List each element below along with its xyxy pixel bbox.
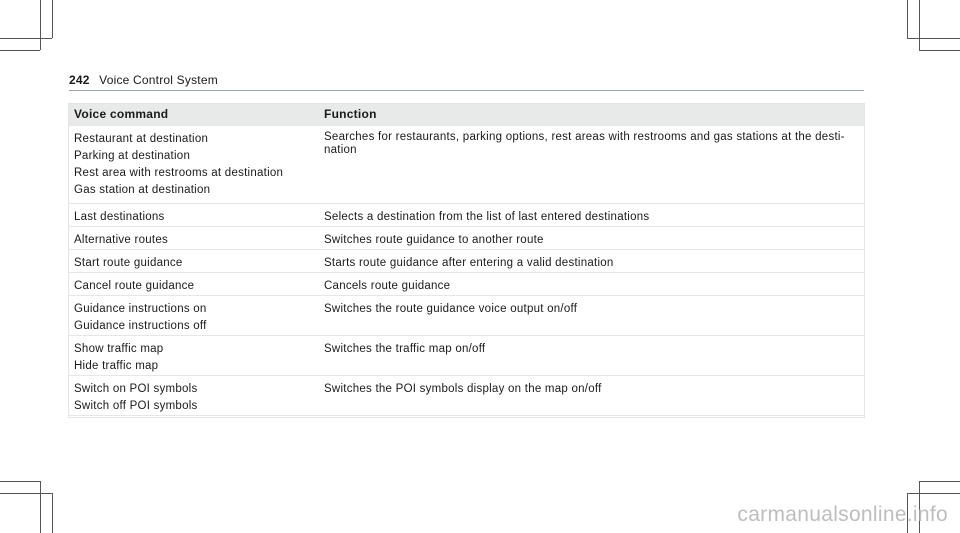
command-cell — [68, 376, 318, 416]
crop-mark — [919, 481, 960, 482]
function-text: Switches route guidance to another route — [324, 234, 544, 246]
command-text: Cancel route guidance — [74, 280, 195, 292]
command-text: Switch off POI symbols — [74, 400, 198, 412]
function-cell — [318, 204, 865, 227]
function-text: Searches for restaurants, parking options, rest areas with restrooms and gas stations at the desti- — [324, 131, 845, 143]
command-text: Guidance instructions on — [74, 303, 207, 315]
function-text: Starts route guidance after entering a valid destination — [324, 257, 614, 269]
page-header — [69, 73, 864, 89]
crop-mark — [919, 0, 920, 50]
table-row — [68, 336, 865, 376]
function-text: nation — [324, 144, 357, 156]
column-header-voice-command: Voice command — [68, 103, 318, 126]
function-cell — [318, 126, 865, 204]
command-cell — [68, 250, 318, 273]
command-text: Gas station at destination — [74, 184, 211, 196]
table-row — [68, 250, 865, 273]
command-text: Restaurant at destination — [74, 133, 209, 145]
command-cell — [68, 336, 318, 376]
crop-mark — [40, 0, 41, 50]
table-row — [68, 126, 865, 204]
table-row — [68, 204, 865, 227]
command-text: Switch on POI symbols — [74, 383, 198, 395]
crop-mark — [0, 481, 40, 482]
function-text: Switches the route guidance voice output on/off — [324, 303, 578, 315]
function-cell — [318, 296, 865, 336]
function-cell — [318, 227, 865, 250]
command-text: Start route guidance — [74, 257, 183, 269]
crop-mark — [52, 0, 53, 38]
crop-mark — [907, 0, 908, 38]
command-text: Rest area with restrooms at destination — [74, 167, 284, 179]
watermark: carmanualsonline.info — [737, 503, 948, 526]
crop-mark — [907, 493, 960, 494]
function-text: Selects a destination from the list of last entered destinations — [324, 211, 650, 223]
crop-mark — [0, 38, 52, 39]
column-header-function: Function — [318, 103, 865, 126]
table-header-row — [68, 103, 865, 126]
command-cell — [68, 126, 318, 204]
command-text: Show traffic map — [74, 343, 164, 355]
function-cell — [318, 336, 865, 376]
command-text: Hide traffic map — [74, 360, 159, 372]
command-text: Parking at destination — [74, 150, 191, 162]
table-row — [68, 227, 865, 250]
function-text: Switches the POI symbols display on the map on/off — [324, 383, 602, 395]
page-title: Voice Control System — [99, 73, 218, 87]
command-text: Alternative routes — [74, 234, 168, 246]
crop-mark — [919, 50, 960, 51]
function-text: Cancels route guidance — [324, 280, 451, 292]
command-text: Last destinations — [74, 211, 165, 223]
function-text: Switches the traffic map on/off — [324, 343, 486, 355]
header-divider — [69, 90, 864, 91]
table-row — [68, 376, 865, 416]
voice-command-table — [68, 103, 865, 416]
command-cell — [68, 227, 318, 250]
page-number: 242 — [69, 73, 90, 87]
crop-mark — [40, 481, 41, 533]
function-cell — [318, 273, 865, 296]
table-row — [68, 273, 865, 296]
function-cell — [318, 376, 865, 416]
function-cell — [318, 250, 865, 273]
table-row — [68, 296, 865, 336]
command-cell — [68, 204, 318, 227]
command-cell — [68, 296, 318, 336]
crop-mark — [0, 50, 40, 51]
crop-mark — [907, 38, 960, 39]
crop-mark — [0, 493, 52, 494]
crop-mark — [52, 493, 53, 533]
command-cell — [68, 273, 318, 296]
command-text: Guidance instructions off — [74, 320, 207, 332]
